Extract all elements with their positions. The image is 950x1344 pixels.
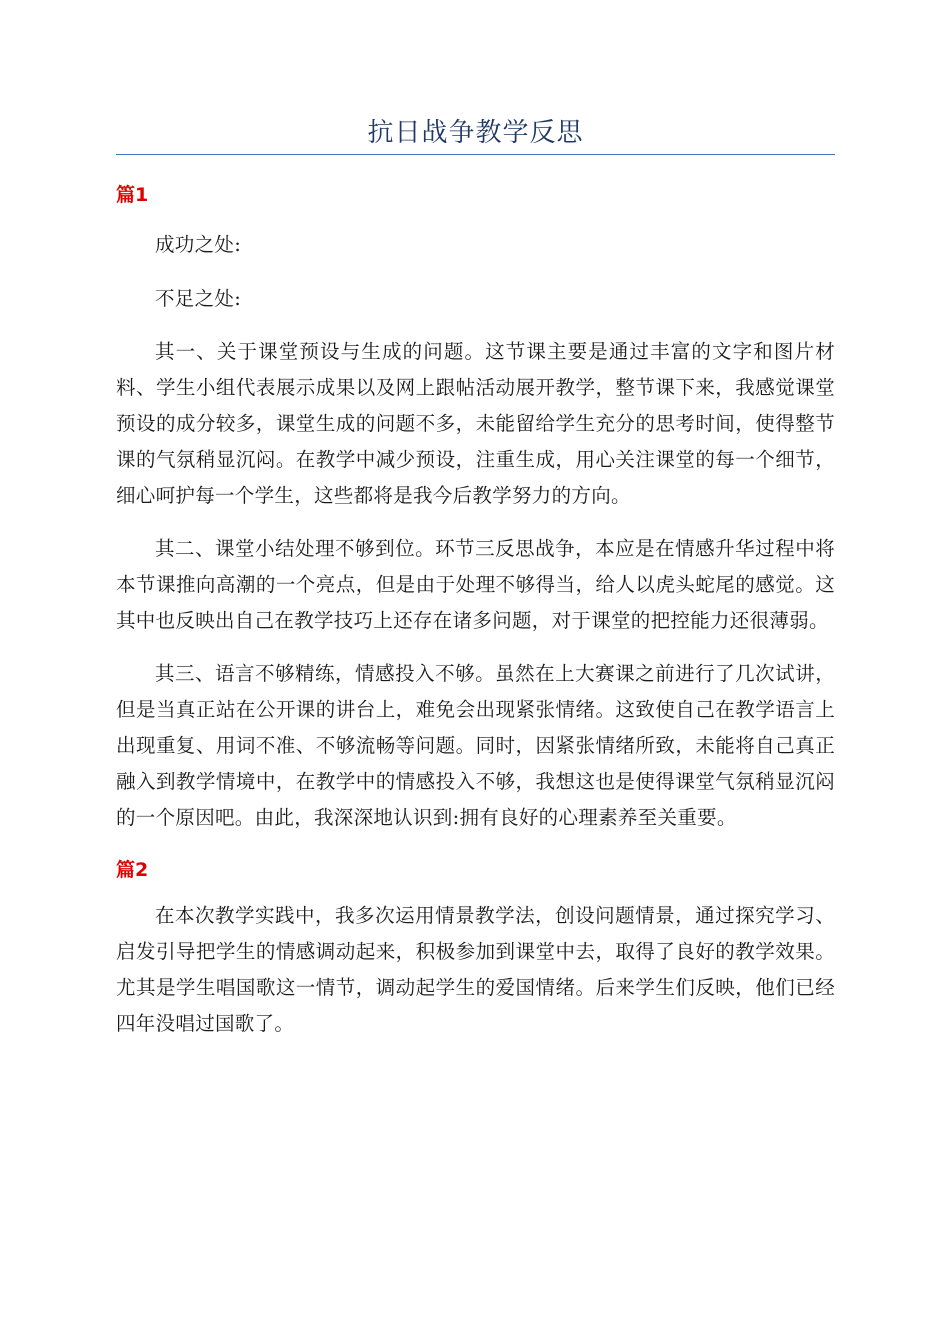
- paragraph-point-2: 其二、课堂小结处理不够到位。环节三反思战争，本应是在情感升华过程中将本节课推向高潮的一个亮点，但是由于处理不够得当，给人以虎头蛇尾的感觉。这其中也反映出自己在教学技巧上还存在诸多问题，对于课堂的把控能力还很薄弱。: [116, 537, 835, 632]
- paragraph-section-2: 在本次教学实践中，我多次运用情景教学法，创设问题情景，通过探究学习、启发引导把学生的情感调动起来，积极参加到课堂中去，取得了良好的教学效果。尤其是学生唱国歌这一情节，调动起学生的爱国情绪。后来学生们反映，他们已经四年没唱过国歌了。: [116, 904, 835, 1035]
- title-underline: [116, 154, 835, 155]
- paragraph-point-1: 其一、关于课堂预设与生成的问题。这节课主要是通过丰富的文字和图片材料、学生小组代表展示成果以及网上跟帖活动展开教学，整节课下来，我感觉课堂预设的成分较多，课堂生成的问题不多，未能留给学生充分的思考时间，使得整节课的气氛稍显沉闷。在教学中减少预设，注重生成，用心关注课堂的每一个细节，细心呵护每一个学生，这些都将是我今后教学努力的方向。: [116, 340, 835, 507]
- paragraph-shortcoming: 不足之处:: [155, 287, 242, 310]
- section-heading-2: 篇2: [116, 859, 149, 881]
- document-page: [116, 0, 835, 1042]
- paragraph-success: 成功之处:: [155, 233, 242, 256]
- paragraph-point-3: 其三、语言不够精练，情感投入不够。虽然在上大赛课之前进行了几次试讲，但是当真正站在公开课的讲台上，难免会出现紧张情绪。这致使自己在教学语言上出现重复、用词不准、不够流畅等问题。同时，因紧张情绪所致，未能将自己真正融入到教学情境中，在教学中的情感投入不够，我想这也是使得课堂气氛稍显沉闷的一个原因吧。由此，我深深地认识到:拥有良好的心理素养至关重要。: [116, 662, 835, 829]
- section-heading-1: 篇1: [116, 184, 149, 206]
- document-title: 抗日战争教学反思: [367, 118, 584, 148]
